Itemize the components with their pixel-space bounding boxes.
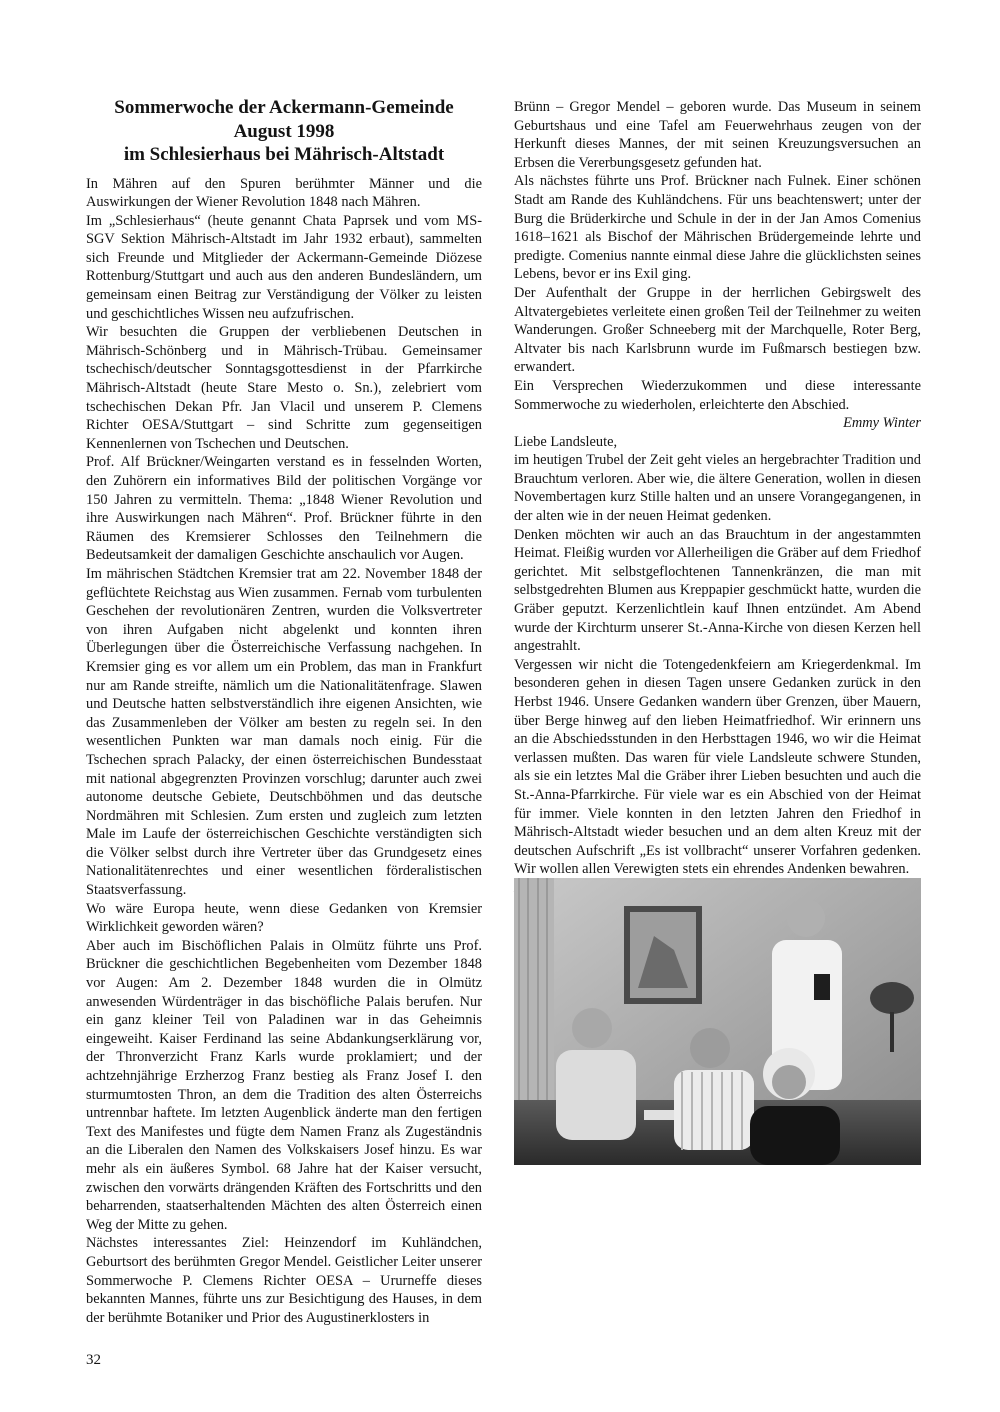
paragraph: Denken möchten wir auch an das Brauchtum in der angestammten Heimat. Fleißig wurden vor Allerheiligen die Gräber auf dem Friedhof gerichtet. Mit selbstgeflochtenen Tannenkränzen, die man mit selbstgedrehten Blumen aus Kreppapier geschmückt hatte, wurden die Gräber geputzt. Kerzenlichtlein kauf Ihnen entzündet. Am Abend wurde der Kirchturm unserer St.-Anna-Kirche von diesen Kerzen hell angestrahlt.: [514, 526, 921, 655]
paragraph: Wo wäre Europa heute, wenn diese Gedanken von Kremsier Wirklichkeit geworden wären?: [86, 900, 482, 936]
paragraph: Als nächstes führte uns Prof. Brückner nach Fulnek. Einer schönen Stadt am Rande des Kuhländchens. Für uns beachtenswert; unter der Burg die Brüderkirche und Schule in der in der Jan Amos Comenius 1618–1621 als Bischof der Mährischen Brüdergemeinde lehrte und predigte. Comenius nannte einmal diese Jahre die glücklichsten seines Lebens, bevor er ins Exil ging.: [514, 173, 921, 283]
paragraph: Vergessen wir nicht die Totengedenkfeiern am Kriegerdenkmal. Im besonderen gehen in diesen Tagen unsere Gedanken zurück in den Herbst 1946. Unsere Gedanken wandern über Grenzen, über Mauern, über Berge hinweg auf den lieben Heimatfriedhof. Wir erinnern uns an die Abschiedsstunden in den Herbsttagen 1946, wo wir die Heimat verlassen mußten. Das waren für viele Landsleute schwere Stunden, als sie ein letztes Mal die Gräber ihrer Lieben besuchten und auch die St.-Anna-Pfarrkirche. Für viele war es ein Abschied von der Heimat für immer. Viele konnten in den letzten Jahren den Friedhof in Mährisch-Altstadt wieder besuchen und an dem alten Kreuz mit der deutschen Aufschrift „Es ist vollbracht“ unserer Vorfahren gedenken. Wir wollen allen Verewigten stets ein ehrendes Andenken bewahren.: [514, 656, 921, 878]
group-photo: [514, 878, 921, 1165]
article-title: [86, 96, 482, 167]
article-signature: Emmy Winter: [843, 415, 921, 432]
paragraph: Ein Versprechen Wiederzukommen und diese interessante Sommerwoche zu wiederholen, erleichterte den Abschied.: [514, 377, 921, 413]
right-column: [514, 98, 921, 973]
paragraph: Im mährischen Städtchen Kremsier trat am 22. November 1848 der geflüchtete Reichstag aus Wien zusammen. Fernab vom turbulenten Geschehen der revolutionären Zentren, wurden die Volksvertreter von ihren Aufgaben nicht abgelenkt und konnten ihren Überlegungen über die Österreichische Verfassung nachgehen. In Kremsier ging es vor allem um ein Problem, das man in Frankfurt nur am Rande streifte, nämlich um die Nationalitätenfrage. Slawen und Deutsche hatten selbstverständlich ihre eigenen Ansichten, wie das Zusammenleben der Völker am besten zu regeln sei. In den wesentlichen Punkten war man damals noch einig. Für die Tschechen sprach Palacky, der einen österreichischen Bundesstaat mit national abgegrenzten Provinzen vorschlug; darunter auch zwei autonome deutsche Gebiete, Deutschböhmen und das deutsche Nordmähren mit Schlesien. Zum ersten und zugleich zum letzten Male im Laufe der österreichischen Geschichte verständigten sich die Völker selbst durch ihre Vertreter über das Grundgesetz eines Nationalitätenrechtes und einer wesentlichen förderalistischen Staatsverfassung.: [86, 565, 482, 899]
letter-greeting: Liebe Landsleute,: [514, 433, 618, 450]
paragraph: Im „Schlesierhaus“ (heute genannt Chata Paprsek und vom MS-SGV Sektion Mährisch-Altstadt im Jahr 1932 erbaut), sammelten sich Freunde und Mitglieder der Ackermann-Gemeinde Diözese Rottenburg/Stuttgart und auch aus den anderen Bundesländern, um gemeinsam einen Beitrag zur Verständigung der Völker zu leisten und geschichtliches Wissen neu aufzufrischen.: [86, 212, 482, 322]
paragraph: Der Aufenthalt der Gruppe in der herrlichen Gebirgswelt des Altvatergebietes verleitete einen großen Teil der Teilnehmer zu weiten Wanderungen. Großer Schneeberg mit der Marchquelle, Roter Berg, Altvater bis nach Karlsbrunn wurde im Fußmarsch bestiegen bzw. erwandert.: [514, 284, 921, 376]
paragraph: In Mähren auf den Spuren berühmter Männer und die Auswirkungen der Wiener Revolution 1848 nach Mähren.: [86, 175, 482, 211]
paragraph: Nächstes interessantes Ziel: Heinzendorf im Kuhländchen, Geburtsort des berühmten Gregor Mendel. Geistlicher Leiter unserer Sommerwoche P. Clemens Richter OESA – Ururneffe dieses bekannten Mannes, führte uns zur Besichtigung des Hauses, in dem der berühmte Botaniker und Prior des Augustinerklosters in: [86, 1235, 482, 1326]
paragraph: im heutigen Trubel der Zeit geht vieles an hergebrachter Tradition und Brauchtum verloren. Aber wie, die ältere Generation, wollen in diesen Novembertagen kurz Stille halten und an unsere Vorangegangenen, in der alten wie in der neuen Heimat gedenken.: [514, 452, 921, 525]
title-line: Sommerwoche der Ackermann-Gemeinde: [114, 97, 454, 118]
left-column: [86, 96, 482, 1327]
page-number: 32: [86, 1352, 101, 1368]
paragraph: Aber auch im Bischöflichen Palais in Olmütz führte uns Prof. Brückner die geschichtlichen Begebenheiten vom Dezember 1848 vor Augen: Am 2. Dezember 1848 wurden die in Olmütz anwesenden Würdenträger in das bischöfliche Palais berufen. Nur ein ganz kleiner Teil von Paladinen war in das Geheimnis eingeweiht. Kaiser Ferdinand las seine Abdankungserklärung vor, der Thronverzicht Franz Karls wurde proklamiert; und der achtzehnjährige Erzherzog Franz bestieg als Franz Josef I. den sturmumtosten Thron, an dem die Tradition des alten Österreichs untrennbar haftete. Im letzten Augenblick änderte man den fertigen Text des Manifestes und fügte dem Namen Franz als Zugeständnis an die Liberalen den Namen des Volkskaisers Josef hinzu. Es war mehr als ein äußeres Symbol. 68 Jahre hat der Kaiser versucht, zwischen den vorwärts drängenden Kräften des Fortschritts und den beharrenden, staatserhaltenden Mächten des alten Österreich einen Weg der Mitte zu gehen.: [86, 937, 482, 1233]
title-line: August 1998: [233, 120, 335, 142]
title-line: im Schlesierhaus bei Mährisch-Altstadt: [123, 144, 445, 165]
paragraph: Wir besuchten die Gruppen der verbliebenen Deutschen in Mährisch-Schönberg und in Mährisch-Trübau. Gemeinsamer tschechisch/deutscher Sonntagsgottesdienst in der Pfarrkirche Mährisch-Altstadt (heute Stare Mesto o. Sn.), zelebriert vom tschechischen Dekan Pfr. Jan Vlacil und unserem P. Clemens Richter OESA/Stuttgart – sind Schritte zum gegenseitigen Kennenlernen von Tschechen und Deutschen.: [86, 324, 482, 452]
paragraph: Prof. Alf Brückner/Weingarten verstand es in fesselnden Worten, den Zuhörern ein informatives Bild der politischen Vorgänge vor 150 Jahren zu vermitteln. Thema: „1848 Wiener Revolution und ihre Auswirkungen nach Mähren“. Prof. Brückner führte in den Räumen des Kremsierer Schlosses den Teilnehmern die Bedeutsamkeit der damaligen Geschichte anschaulich vor Augen.: [86, 454, 482, 564]
paragraph: Brünn – Gregor Mendel – geboren wurde. Das Museum in seinem Geburtshaus und eine Tafel am Feuerwehrhaus zeugen von der Herkunft dieses Mannes, der mit seinen Kreuzungsversuchen an Erbsen die Vererbungsgesetz gefunden hat.: [514, 99, 921, 171]
